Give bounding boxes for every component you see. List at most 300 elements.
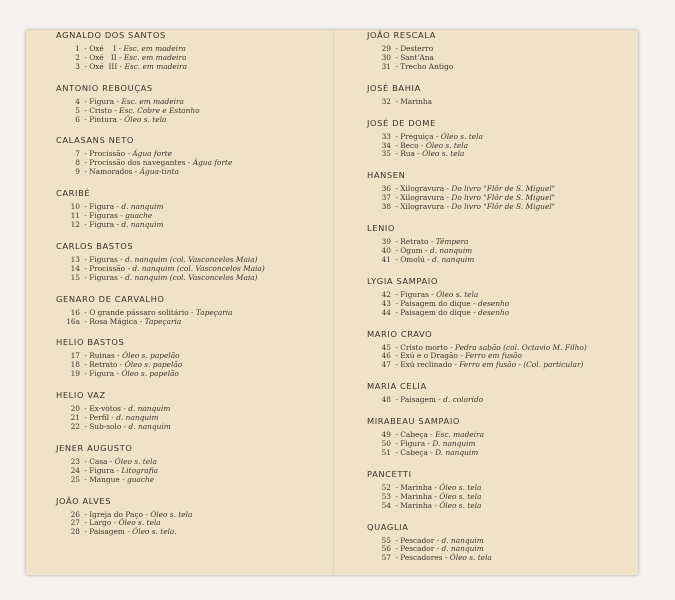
- artwork-title: Pescador: [400, 544, 435, 554]
- artwork-title: Namorados: [89, 167, 133, 177]
- artwork-entry: [367, 309, 637, 318]
- artwork-title: Figura: [89, 369, 115, 379]
- artist-section: [367, 329, 637, 371]
- artwork-number: 31: [381, 61, 391, 71]
- artwork-title: Retrato: [400, 237, 429, 247]
- artwork-title: Cabeça: [400, 447, 428, 457]
- separator: -: [82, 105, 90, 115]
- artwork-title: Exú e o Dragão: [400, 351, 458, 361]
- artwork-number: 19: [70, 369, 80, 379]
- artwork-number: 56: [381, 544, 391, 554]
- artwork-title: Marinha: [400, 500, 432, 510]
- separator: -: [470, 298, 478, 308]
- artwork-number: 39: [381, 237, 391, 247]
- artist-section: [56, 390, 326, 432]
- separator: -: [121, 421, 129, 431]
- artwork-entry: [367, 256, 637, 265]
- artwork-title: Figura: [400, 439, 426, 449]
- separator: -: [82, 360, 90, 370]
- artwork-number: 10: [70, 202, 80, 212]
- artist-name: JOÃO RESCALA: [367, 30, 436, 40]
- artist-name: CARIBÉ: [56, 188, 91, 199]
- artwork-title: Xilogravura: [400, 202, 445, 212]
- artwork-number: 57: [381, 553, 391, 563]
- artwork-medium: Óleo s. tela: [436, 289, 479, 299]
- separator: -: [393, 96, 401, 106]
- artist-name: PANCETTI: [367, 468, 412, 479]
- artwork-medium: Óleo s. tela: [150, 509, 193, 519]
- artwork-title: Figura: [89, 465, 115, 475]
- artwork-medium: Óleo s. papelão: [122, 351, 180, 361]
- artwork-entry: [56, 63, 326, 72]
- artist-section: [367, 469, 637, 511]
- separator: -: [82, 307, 90, 317]
- separator: -: [111, 105, 120, 115]
- artwork-title: Mangue: [89, 474, 120, 484]
- separator: -: [109, 413, 117, 423]
- artwork-entry: [367, 203, 637, 212]
- artwork-number: 55: [381, 535, 391, 545]
- separator: -: [114, 369, 122, 379]
- artwork-title: O grande pássaro solitário: [89, 307, 189, 317]
- artwork-medium: d. nanquim: [432, 254, 475, 264]
- separator: -: [111, 518, 119, 528]
- separator: -: [132, 167, 140, 177]
- artist-section: [367, 223, 637, 265]
- artwork-title: Omolú: [400, 254, 425, 264]
- artwork-title: Beco: [400, 140, 419, 150]
- separator: -: [125, 263, 133, 273]
- separator: -: [442, 553, 450, 563]
- artwork-number: 44: [381, 307, 391, 317]
- artwork-medium: d. nanquim (col. Vasconcelos Maia): [125, 272, 258, 282]
- separator: -: [452, 360, 460, 370]
- artwork-medium: Óleo s. tela: [114, 456, 157, 466]
- separator: -: [82, 219, 90, 229]
- artwork-medium: Óleo s. papelão: [124, 360, 183, 370]
- artist-section: [56, 188, 326, 230]
- artist-name: JOÃO ALVES: [56, 495, 112, 506]
- artist-name: LENIO: [367, 223, 396, 234]
- artwork-title: Xilogravura: [400, 193, 445, 203]
- artwork-medium: Do livro "Flôr de S. Miguel": [451, 202, 556, 212]
- artwork-title: Paisagem: [89, 527, 125, 537]
- artwork-entry: [56, 423, 326, 432]
- separator: -: [82, 254, 90, 264]
- right-column: [367, 30, 637, 574]
- separator: -: [119, 474, 128, 484]
- separator: -: [82, 369, 90, 379]
- separator: -: [393, 131, 401, 141]
- separator: -: [432, 482, 440, 492]
- artist-name: ANTONIO REBOUÇAS: [56, 82, 153, 93]
- artwork-medium: Do livro "Flôr de S. Miguel": [451, 193, 556, 203]
- artwork-number: 5: [75, 105, 80, 115]
- artwork-number: 2: [75, 52, 80, 62]
- separator: -: [117, 272, 126, 282]
- artwork-title: Sant'Ana: [400, 52, 434, 62]
- separator: -: [117, 360, 125, 370]
- separator: -: [82, 509, 90, 519]
- artwork-title: Pintura: [89, 114, 117, 124]
- separator: -: [117, 254, 126, 264]
- artwork-entry: [56, 528, 326, 537]
- artwork-number: 53: [381, 491, 391, 501]
- artwork-title: Paisagem do dique: [400, 298, 471, 308]
- artwork-number: 14: [70, 263, 80, 273]
- separator: -: [393, 61, 401, 71]
- artwork-title: Largo: [89, 518, 112, 528]
- artwork-medium: Esc. em madeira: [123, 52, 187, 62]
- artist-section: [367, 381, 637, 405]
- separator: -: [393, 245, 401, 255]
- artwork-number: 45: [381, 342, 391, 352]
- artwork-medium: Óleo s. tela: [439, 482, 482, 492]
- separator: -: [142, 509, 151, 519]
- artwork-number: 25: [70, 474, 80, 484]
- separator: -: [116, 44, 124, 53]
- artwork-medium: d. nanquim (col. Vasconcelos Maia): [132, 263, 265, 273]
- artist-section: [367, 170, 637, 212]
- artist-name: JOSÉ DE DOME: [367, 117, 436, 128]
- artwork-number: 36: [381, 184, 391, 194]
- artwork-title: Figura: [89, 96, 115, 106]
- artwork-number: 9: [75, 167, 80, 177]
- separator: -: [393, 149, 401, 159]
- artwork-title: Oxé I: [89, 44, 117, 53]
- separator: -: [434, 544, 442, 554]
- artwork-title: Retrato: [89, 360, 118, 370]
- separator: -: [393, 351, 401, 361]
- artwork-medium: d. nanquim: [441, 544, 484, 554]
- artwork-title: Ogum: [400, 245, 423, 255]
- artwork-number: 52: [381, 482, 391, 492]
- separator: -: [82, 149, 90, 159]
- artwork-number: 30: [381, 52, 391, 62]
- separator: -: [107, 456, 115, 466]
- separator: -: [393, 439, 401, 449]
- artwork-entry: [56, 116, 326, 125]
- artwork-title: Procissão: [89, 149, 126, 159]
- artwork-number: 38: [381, 202, 391, 212]
- separator: -: [393, 491, 401, 501]
- artwork-medium: Óleo s. tela: [124, 114, 167, 124]
- artwork-number: 47: [381, 360, 391, 370]
- artwork-medium: desenho: [477, 307, 510, 317]
- artist-name: MARIO CRAVO: [367, 328, 433, 339]
- artwork-title: Trecho Antigo: [400, 61, 454, 71]
- artwork-title: Marinha: [400, 491, 432, 501]
- artist-section: [56, 241, 326, 283]
- artwork-number: 46: [381, 351, 391, 361]
- artwork-medium: Óleo s. papelão: [121, 369, 179, 379]
- artwork-number: 13: [70, 254, 80, 264]
- separator: -: [393, 395, 401, 405]
- separator: -: [414, 149, 423, 159]
- artwork-medium: d. colorido: [443, 395, 484, 405]
- artwork-medium: D. nanquim: [435, 447, 479, 457]
- separator: -: [447, 342, 455, 352]
- separator: -: [82, 351, 90, 361]
- separator: -: [393, 52, 401, 62]
- artwork-number: 1: [75, 44, 80, 53]
- artwork-medium: Esc. em madeira: [121, 96, 184, 106]
- separator: -: [82, 465, 90, 475]
- artwork-medium: d. nanquim: [121, 202, 164, 212]
- artwork-medium: Ferro em fusão - (Col. particular): [459, 360, 584, 370]
- artwork-medium: Do livro "Flôr de S. Miguel": [451, 184, 556, 194]
- center-fold: [333, 30, 335, 575]
- artwork-title: Rosa Mágica: [89, 316, 138, 326]
- separator: -: [125, 149, 133, 159]
- artwork-number: 50: [381, 439, 391, 449]
- artwork-title: Figura: [89, 202, 115, 212]
- separator: -: [470, 307, 478, 317]
- artwork-title: Figuras: [89, 272, 118, 282]
- artwork-title: Marinha: [400, 482, 432, 492]
- artwork-number: 15: [70, 272, 80, 282]
- artwork-number: 29: [381, 44, 391, 53]
- artwork-number: 8: [75, 158, 80, 168]
- separator: -: [82, 114, 90, 124]
- artwork-number: 24: [70, 465, 80, 475]
- artist-name: JOSÉ BAHIA: [367, 82, 421, 93]
- artist-name: CALASANS NETO: [56, 135, 135, 146]
- artwork-number: 37: [381, 193, 391, 203]
- separator: -: [117, 61, 125, 71]
- artist-section: [56, 496, 326, 538]
- artwork-title: Cristo morto: [400, 342, 448, 352]
- artwork-medium: d. nanquim: [441, 535, 484, 545]
- artwork-title: Sub-solo: [89, 421, 122, 431]
- artwork-number: 17: [70, 351, 80, 361]
- separator: -: [82, 421, 90, 431]
- artist-section: [56, 135, 326, 177]
- artist-section: [367, 276, 637, 318]
- artwork-medium: D. nanquim: [432, 439, 476, 449]
- separator: -: [393, 298, 401, 308]
- separator: -: [432, 500, 440, 510]
- artwork-medium: Tapeçaria: [144, 316, 182, 326]
- separator: -: [393, 44, 401, 53]
- artist-section: [56, 30, 326, 72]
- artwork-title: Igreja do Paço: [89, 509, 143, 519]
- artist-section: [56, 83, 326, 125]
- artwork-entry: [367, 502, 637, 511]
- artwork-title: Cabeça: [400, 430, 428, 440]
- artwork-medium: Óleo s. tela: [440, 131, 483, 141]
- separator: -: [444, 193, 452, 203]
- artwork-number: 18: [70, 360, 80, 370]
- separator: -: [418, 140, 426, 150]
- separator: -: [393, 193, 401, 203]
- artwork-number: 41: [381, 254, 391, 264]
- artwork-entry: [367, 98, 637, 107]
- artwork-number: 43: [381, 298, 391, 308]
- separator: -: [82, 211, 90, 221]
- artwork-medium: d. nanquim: [121, 219, 164, 229]
- artwork-entry: [56, 168, 326, 177]
- artwork-number: 12: [70, 219, 80, 229]
- separator: -: [435, 395, 444, 405]
- artwork-medium: guache: [125, 211, 153, 221]
- separator: -: [393, 430, 401, 440]
- artwork-number: 3: [75, 61, 80, 71]
- separator: -: [116, 52, 124, 62]
- artist-section: [367, 416, 637, 458]
- artwork-title: Procissão dos navegantes: [89, 158, 186, 168]
- separator: -: [82, 474, 90, 484]
- separator: -: [82, 44, 90, 53]
- artist-section: [367, 118, 637, 160]
- artwork-entry: [56, 370, 326, 379]
- artist-section: [56, 337, 326, 379]
- artwork-medium: Esc. em madeira: [124, 61, 188, 71]
- separator: -: [457, 351, 466, 361]
- artwork-title: Rua: [400, 149, 415, 159]
- artwork-medium: Litografia: [121, 465, 159, 475]
- artwork-entry: [367, 63, 637, 72]
- separator: -: [433, 131, 441, 141]
- separator: -: [114, 219, 122, 229]
- separator: -: [82, 167, 90, 177]
- artwork-medium: Pedra sabão (col. Octavio M. Filho): [454, 342, 587, 352]
- artwork-medium: Água-tinta: [139, 167, 179, 177]
- artwork-number: 22: [70, 421, 80, 431]
- artwork-medium: d. nanquim (col. Vasconcelos Maia): [125, 254, 258, 264]
- separator: -: [82, 413, 90, 423]
- artwork-entry: [367, 449, 637, 458]
- separator: -: [114, 202, 122, 212]
- separator: -: [427, 447, 436, 457]
- artwork-number: 26: [70, 509, 80, 519]
- separator: -: [427, 430, 436, 440]
- artwork-medium: d. nanquim: [128, 404, 171, 414]
- separator: -: [393, 254, 401, 264]
- artwork-medium: Esc. Cobre e Estanho: [119, 105, 200, 115]
- artwork-number: 35: [381, 149, 391, 159]
- artwork-number: 20: [70, 404, 80, 414]
- artwork-number: 42: [381, 289, 391, 299]
- separator: -: [188, 307, 196, 317]
- separator: -: [82, 456, 90, 466]
- separator: -: [114, 465, 122, 475]
- artist-name: HELIO VAZ: [56, 390, 106, 401]
- artwork-title: Paisagem do dique: [400, 307, 471, 317]
- artist-name: MARIA CELIA: [367, 381, 427, 392]
- separator: -: [444, 184, 452, 194]
- artwork-title: Pescadores: [400, 553, 443, 563]
- artwork-number: 51: [381, 447, 391, 457]
- separator: -: [393, 500, 401, 510]
- artwork-title: Xilogravura: [400, 184, 445, 194]
- artwork-title: Pescador: [400, 535, 435, 545]
- separator: -: [393, 140, 401, 150]
- separator: -: [434, 535, 442, 545]
- artwork-number: 32: [381, 96, 391, 106]
- separator: -: [393, 202, 401, 212]
- artwork-entry: [56, 274, 326, 283]
- artwork-medium: desenho: [477, 298, 510, 308]
- artwork-medium: Óleo s. tela: [422, 149, 465, 159]
- artist-name: HELIO BASTOS: [56, 337, 125, 348]
- separator: -: [393, 360, 401, 370]
- separator: -: [82, 518, 90, 528]
- artwork-number: 49: [381, 430, 391, 440]
- separator: -: [116, 114, 125, 124]
- separator: -: [422, 245, 430, 255]
- artwork-title: Figuras: [89, 254, 118, 264]
- separator: -: [393, 553, 401, 563]
- artwork-medium: Óleo s. tela: [439, 491, 482, 501]
- separator: -: [124, 527, 133, 537]
- separator: -: [393, 289, 401, 299]
- separator: -: [393, 544, 401, 554]
- artwork-entry: [367, 361, 637, 370]
- artwork-title: Figuras: [400, 289, 429, 299]
- artist-name: JENER AUGUSTO: [56, 442, 133, 453]
- artwork-title: Exú reclinado: [400, 360, 452, 370]
- separator: -: [425, 439, 433, 449]
- separator: -: [114, 96, 122, 106]
- separator: -: [393, 535, 401, 545]
- artwork-medium: d. nanquim: [128, 421, 171, 431]
- artwork-medium: Óleo s. tela: [118, 518, 161, 528]
- artwork-number: 11: [70, 211, 80, 221]
- artist-section: [367, 30, 637, 72]
- artwork-title: Oxé II: [89, 52, 117, 62]
- artwork-entry: [56, 476, 326, 485]
- artist-section: [367, 83, 637, 107]
- artist-section: [56, 294, 326, 327]
- separator: -: [82, 272, 90, 282]
- separator: -: [393, 184, 401, 194]
- artist-name: QUAGLIA: [367, 521, 409, 532]
- artwork-title: Oxé III: [89, 61, 118, 71]
- separator: -: [393, 482, 401, 492]
- artwork-medium: Tapeçaria: [195, 307, 233, 317]
- artwork-medium: Água forte: [192, 158, 233, 168]
- separator: -: [185, 158, 193, 168]
- artwork-number: 48: [381, 395, 391, 405]
- artwork-medium: Esc. em madeira: [123, 44, 186, 53]
- separator: -: [393, 342, 401, 352]
- separator: -: [393, 237, 401, 247]
- artwork-medium: Esc. madeira: [435, 430, 484, 440]
- separator: -: [432, 491, 440, 501]
- separator: -: [424, 254, 433, 264]
- artwork-number: 33: [381, 131, 391, 141]
- left-column: [56, 30, 326, 548]
- separator: -: [114, 351, 123, 361]
- separator: -: [393, 447, 401, 457]
- artwork-title: Figura: [89, 219, 115, 229]
- artist-name: GENARO DE CARVALHO: [56, 293, 165, 304]
- separator: -: [82, 263, 90, 273]
- artwork-title: Perfil: [89, 413, 110, 423]
- artwork-title: Ruinas: [89, 351, 115, 361]
- artwork-number: 21: [70, 413, 80, 423]
- artist-name: AGNALDO DOS SANTOS: [56, 30, 166, 40]
- artist-name: LYGIA SAMPAIO: [367, 275, 438, 286]
- separator: -: [82, 316, 90, 326]
- separator: -: [137, 316, 145, 326]
- artwork-title: Casa: [89, 456, 108, 466]
- separator: -: [428, 237, 436, 247]
- artwork-title: Preguiça: [400, 131, 434, 141]
- artwork-title: Paisagem: [400, 395, 436, 405]
- artist-name: HANSEN: [367, 170, 406, 181]
